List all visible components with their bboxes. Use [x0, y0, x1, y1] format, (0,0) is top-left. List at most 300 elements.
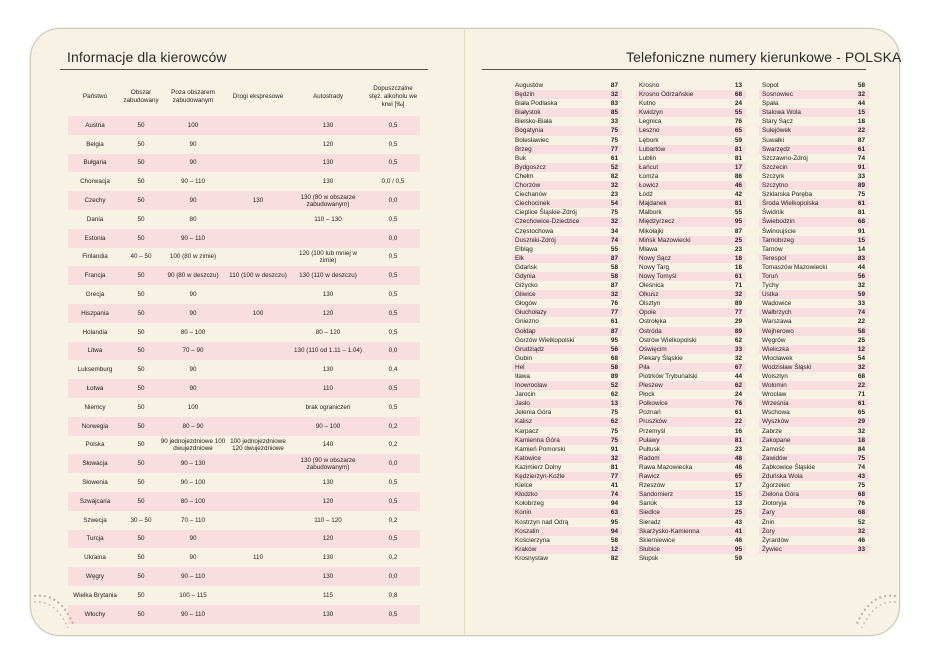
area-code: 32: [610, 218, 618, 226]
city-name: Gliwice: [515, 291, 536, 299]
table-row: [68, 360, 420, 379]
list-item: [636, 217, 746, 226]
city-name: Polkowice: [639, 400, 668, 408]
cell-outside: 100: [187, 403, 199, 411]
cell-alcohol: 0,5: [388, 535, 398, 543]
list-item: [636, 436, 746, 445]
list-item: [759, 372, 869, 381]
list-item: [759, 163, 869, 172]
table-row: [68, 417, 420, 436]
table-row: [68, 304, 420, 323]
area-code: 22: [734, 418, 742, 426]
area-code: 44: [857, 263, 865, 271]
area-code: 87: [610, 82, 618, 89]
area-codes-column-2: [636, 81, 746, 563]
area-code: 32: [857, 527, 865, 535]
area-code: 89: [610, 373, 618, 380]
list-item: [636, 181, 746, 190]
cell-alcohol: 0,0: [388, 460, 398, 468]
cell-motorway: 120: [322, 140, 334, 148]
area-code: 74: [610, 236, 618, 244]
cell-motorway: 130: [322, 573, 334, 581]
area-code: 13: [734, 500, 742, 508]
list-item: [636, 117, 746, 126]
area-code: 32: [857, 427, 865, 435]
table-row: [68, 530, 420, 549]
list-item: [512, 390, 622, 399]
list-item: [636, 99, 746, 108]
city-name: Bielsko-Biała: [515, 118, 552, 126]
list-item: [512, 445, 622, 454]
list-item: [759, 299, 869, 308]
city-name: Ostróda: [639, 327, 662, 335]
table-row: [68, 605, 420, 624]
city-name: Szczytno: [762, 182, 788, 190]
city-name: Bolesławiec: [515, 136, 549, 144]
area-code: 75: [610, 127, 618, 135]
city-name: Września: [762, 400, 789, 408]
city-name: Białystok: [515, 109, 541, 117]
table-row: [68, 191, 420, 210]
city-name: Zakopane: [762, 436, 791, 444]
area-code: 32: [857, 91, 865, 99]
left-title-rule: [60, 69, 428, 70]
list-item: [512, 363, 622, 372]
area-code: 87: [734, 227, 742, 235]
cell-country: Austria: [85, 121, 105, 129]
area-code: 33: [857, 172, 865, 180]
cell-built-up: 50: [137, 385, 145, 393]
area-code: 52: [857, 518, 865, 526]
area-code: 63: [610, 509, 618, 517]
list-item: [636, 472, 746, 481]
list-item: [512, 536, 622, 545]
list-item: [512, 399, 622, 408]
area-code: 59: [857, 291, 865, 299]
area-code: 59: [734, 136, 742, 144]
list-item: [512, 381, 622, 390]
city-name: Świdnik: [762, 209, 785, 217]
area-code: 33: [857, 300, 865, 308]
area-code: 91: [857, 163, 865, 171]
cell-country: Francja: [84, 272, 106, 280]
cell-motorway: 130: [322, 159, 334, 167]
city-name: Piotrków Trybunalski: [639, 373, 698, 380]
list-item: [636, 136, 746, 145]
list-item: [512, 172, 622, 181]
city-name: Tomaszów Mazowiecki: [762, 263, 827, 271]
area-code: 55: [734, 109, 742, 117]
city-name: Kielce: [515, 482, 533, 490]
table-row: [68, 586, 420, 605]
city-name: Zielona Góra: [762, 491, 799, 499]
city-name: Ząbkowice Śląskie: [762, 463, 815, 471]
cell-alcohol: 0,5: [388, 272, 398, 280]
cell-motorway: 130: [322, 291, 334, 299]
area-code: 61: [857, 400, 865, 408]
list-item: [512, 236, 622, 245]
table-row: [68, 229, 420, 248]
cell-built-up: 50: [137, 272, 145, 280]
city-name: Mikołajki: [639, 227, 664, 235]
table-body: [68, 116, 420, 624]
area-code: 14: [857, 245, 865, 253]
cell-built-up: 50: [137, 535, 145, 543]
cell-motorway: brak ograniczeń: [305, 403, 351, 411]
area-code: 13: [610, 400, 618, 408]
area-code: 32: [610, 91, 618, 99]
list-item: [512, 145, 622, 154]
list-item: [759, 154, 869, 163]
city-name: Będzin: [515, 91, 535, 99]
city-name: Wrocław: [762, 391, 787, 399]
city-name: Wadowice: [762, 300, 792, 308]
list-item: [636, 290, 746, 299]
list-item: [636, 527, 746, 536]
left-corner-stitching: [30, 582, 90, 632]
list-item: [759, 417, 869, 426]
cell-outside: 100 (80 w zimie): [169, 253, 217, 261]
table-row: [68, 567, 420, 586]
cell-expressway: 100: [252, 309, 264, 317]
area-code: 46: [857, 536, 865, 544]
cell-outside: 70 – 110: [180, 516, 206, 524]
list-item: [512, 454, 622, 463]
header-alcohol-limit: Dopuszczalne stęż. alkoholu we krwi [‰]: [368, 85, 418, 108]
list-item: [636, 427, 746, 436]
cell-motorway: 130: [322, 610, 334, 618]
cell-built-up: 50: [137, 403, 145, 411]
cell-built-up: 50: [137, 121, 145, 129]
list-item: [512, 245, 622, 254]
cell-built-up: 50: [137, 366, 145, 374]
left-page-title: Informacje dla kierowców: [67, 49, 227, 65]
city-name: Legnica: [639, 118, 662, 126]
list-item: [636, 408, 746, 417]
area-code: 75: [610, 427, 618, 435]
cell-country: Słowenia: [82, 479, 108, 487]
list-item: [636, 108, 746, 117]
list-item: [512, 299, 622, 308]
list-item: [759, 81, 869, 90]
cell-outside: 90: [189, 385, 197, 393]
list-item: [512, 154, 622, 163]
list-item: [512, 336, 622, 345]
city-name: Terespol: [762, 254, 787, 262]
cell-country: Słowacja: [82, 460, 108, 468]
area-code: 62: [734, 382, 742, 390]
area-code: 76: [734, 118, 742, 126]
area-code: 52: [610, 382, 618, 390]
cell-alcohol: 0,5: [388, 479, 398, 487]
area-code: 89: [857, 182, 865, 190]
list-item: [512, 327, 622, 336]
cell-motorway: 130: [322, 554, 334, 562]
list-item: [759, 199, 869, 208]
list-item: [636, 499, 746, 508]
city-name: Płock: [639, 391, 655, 399]
city-name: Opole: [639, 309, 657, 317]
area-code: 58: [610, 363, 618, 371]
table-row: [68, 473, 420, 492]
city-name: Świebodzin: [762, 218, 795, 226]
area-code: 75: [857, 191, 865, 199]
city-name: Jasło: [515, 400, 530, 408]
city-name: Stalowa Wola: [762, 109, 801, 117]
area-code: 48: [734, 454, 742, 462]
cell-built-up: 50: [137, 140, 145, 148]
list-item: [759, 117, 869, 126]
cell-outside: 90 – 110: [180, 573, 206, 581]
area-code: 74: [857, 154, 865, 162]
cell-motorway: 130 (90 w obszarze zabudowanym): [300, 456, 356, 471]
area-code: 75: [857, 454, 865, 462]
city-name: Kazimierz Dolny: [515, 463, 562, 471]
area-code: 18: [857, 436, 865, 444]
list-item: [759, 499, 869, 508]
list-item: [636, 90, 746, 99]
list-item: [636, 399, 746, 408]
area-code: 33: [734, 345, 742, 353]
list-item: [759, 390, 869, 399]
list-item: [636, 372, 746, 381]
city-name: Jelenia Góra: [515, 409, 552, 417]
table-row: [68, 548, 420, 567]
driver-info-table: [68, 78, 420, 624]
area-code: 61: [734, 272, 742, 280]
area-code: 58: [857, 327, 865, 335]
list-item: [759, 145, 869, 154]
area-code: 15: [857, 236, 865, 244]
city-name: Poznań: [639, 409, 661, 417]
city-name: Krosno: [639, 82, 660, 89]
list-item: [636, 454, 746, 463]
cell-outside: 90: [189, 535, 197, 543]
cell-country: Szwajcaria: [79, 497, 111, 505]
city-name: Gdańsk: [515, 263, 538, 271]
list-item: [512, 227, 622, 236]
area-code: 29: [857, 418, 865, 426]
city-name: Łańcut: [639, 163, 659, 171]
area-codes-column-3: [759, 81, 869, 554]
list-item: [512, 117, 622, 126]
list-item: [636, 263, 746, 272]
list-item: [512, 308, 622, 317]
city-name: Biała Podlaska: [515, 100, 558, 108]
list-item: [636, 172, 746, 181]
city-name: Piła: [639, 363, 650, 371]
city-name: Kłodzko: [515, 491, 538, 499]
cell-country: Luksemburg: [77, 366, 113, 374]
cell-built-up: 30 – 50: [130, 516, 152, 524]
cell-country: Litwa: [87, 347, 103, 355]
area-code: 81: [734, 145, 742, 153]
city-name: Włocławek: [762, 354, 793, 362]
list-item: [512, 190, 622, 199]
list-item: [512, 181, 622, 190]
city-name: Toruń: [762, 272, 778, 280]
list-item: [759, 454, 869, 463]
cell-country: Dania: [86, 215, 104, 223]
city-name: Żary: [762, 509, 775, 517]
table-row: [68, 398, 420, 417]
area-code: 61: [857, 200, 865, 208]
city-name: Głogów: [515, 300, 537, 308]
city-name: Mińsk Mazowiecki: [639, 236, 691, 244]
area-code: 43: [857, 473, 865, 481]
area-code: 22: [857, 127, 865, 135]
city-name: Węgrów: [762, 336, 786, 344]
area-code: 62: [610, 418, 618, 426]
list-item: [512, 527, 622, 536]
list-item: [759, 99, 869, 108]
list-item: [759, 445, 869, 454]
city-name: Jarocin: [515, 391, 536, 399]
list-item: [512, 199, 622, 208]
city-name: Sanok: [639, 500, 658, 508]
city-name: Lębork: [639, 136, 659, 144]
list-item: [759, 345, 869, 354]
cell-country: Wielka Brytania: [73, 591, 117, 599]
area-code: 77: [610, 473, 618, 481]
table-row: [68, 285, 420, 304]
list-item: [759, 472, 869, 481]
city-name: Kościerzyna: [515, 536, 550, 544]
city-name: Suwałki: [762, 136, 785, 144]
area-code: 82: [610, 172, 618, 180]
area-code: 23: [610, 191, 618, 199]
cell-motorway: 110 – 130: [314, 215, 342, 223]
area-code: 81: [857, 209, 865, 217]
area-code: 22: [857, 382, 865, 390]
table-row: [68, 172, 420, 191]
city-name: Ostrów Wielkopolski: [639, 336, 697, 344]
list-item: [512, 108, 622, 117]
cell-built-up: 50: [137, 291, 145, 299]
cell-alcohol: 0,5: [388, 328, 398, 336]
city-name: Wyszków: [762, 418, 789, 426]
cell-alcohol: 0,5: [388, 140, 398, 148]
cell-alcohol: 0,2: [388, 516, 398, 524]
list-item: [512, 499, 622, 508]
list-item: [512, 290, 622, 299]
cell-outside: 100: [187, 121, 199, 129]
city-name: Olsztyn: [639, 300, 661, 308]
table-row: [68, 342, 420, 361]
cell-built-up: 50: [137, 309, 145, 317]
city-name: Kraków: [515, 545, 537, 553]
table-row: [68, 492, 420, 511]
area-code: 13: [734, 82, 742, 89]
area-code: 61: [610, 318, 618, 326]
cell-motorway: 120 (100 lub mniej w zimie): [298, 249, 358, 264]
city-name: Szczecin: [762, 163, 788, 171]
cell-built-up: 40 – 50: [130, 253, 152, 261]
city-name: Grudziądz: [515, 345, 545, 353]
cell-expressway: 110: [252, 554, 264, 562]
city-name: Sosnowiec: [762, 91, 793, 99]
cell-motorway: 140: [322, 441, 334, 449]
list-item: [512, 81, 622, 90]
list-item: [759, 190, 869, 199]
cell-motorway: 130: [322, 121, 334, 129]
city-name: Świnoujście: [762, 227, 796, 235]
cell-built-up: 50: [137, 591, 145, 599]
area-code: 77: [734, 309, 742, 317]
cell-outside: 80 – 90: [182, 422, 204, 430]
city-name: Kamienna Góra: [515, 436, 560, 444]
city-name: Wieliczka: [762, 345, 789, 353]
cell-country: Estonia: [84, 234, 106, 242]
list-item: [512, 208, 622, 217]
city-name: Szklarska Poręba: [762, 191, 813, 199]
area-code: 41: [734, 527, 742, 535]
cell-outside: 90 – 110: [180, 610, 206, 618]
area-code: 44: [734, 373, 742, 380]
cell-alcohol: 0,5: [388, 215, 398, 223]
area-code: 32: [734, 291, 742, 299]
city-name: Warszawa: [762, 318, 792, 326]
right-corner-stitching: [840, 582, 900, 632]
area-code: 61: [610, 154, 618, 162]
city-name: Rawicz: [639, 473, 660, 481]
list-item: [759, 527, 869, 536]
cell-alcohol: 0,8: [388, 591, 398, 599]
cell-outside: 70 – 90: [182, 347, 204, 355]
cell-built-up: 50: [137, 347, 145, 355]
city-name: Środa Wielkopolska: [762, 200, 819, 208]
area-code: 29: [734, 318, 742, 326]
cell-alcohol: 0,0: [388, 234, 398, 242]
cell-expressway: 100 jednojezdniowe 120 dwujezdniowe: [230, 437, 286, 452]
city-name: Giżycko: [515, 282, 538, 290]
cell-country: Włochy: [84, 610, 106, 618]
table-row: [68, 135, 420, 154]
city-name: Mława: [639, 245, 658, 253]
city-name: Lubartów: [639, 145, 666, 153]
cell-motorway: 120: [322, 497, 334, 505]
city-name: Międzyrzecz: [639, 218, 675, 226]
list-item: [759, 181, 869, 190]
area-code: 46: [734, 463, 742, 471]
area-code: 95: [734, 545, 742, 553]
list-item: [512, 163, 622, 172]
city-name: Piekary Śląskie: [639, 354, 683, 362]
city-name: Czechowice-Dziedzice: [515, 218, 580, 226]
table-row: [68, 379, 420, 398]
cell-built-up: 50: [137, 573, 145, 581]
area-code: 32: [610, 454, 618, 462]
city-name: Słupsk: [639, 554, 659, 562]
cell-built-up: 50: [137, 234, 145, 242]
city-name: Oleśnica: [639, 282, 664, 290]
cell-outside: 90 – 110: [180, 234, 206, 242]
area-code: 94: [610, 500, 618, 508]
cell-alcohol: 0,2: [388, 554, 398, 562]
city-name: Kwidzyn: [639, 109, 663, 117]
cell-outside: 90 (80 w deszczu): [167, 272, 219, 280]
cell-alcohol: 0,5: [388, 291, 398, 299]
area-code: 91: [610, 445, 618, 453]
cell-outside: 90: [189, 197, 197, 205]
cell-alcohol: 0,5: [388, 121, 398, 129]
city-name: Rzeszów: [639, 482, 665, 490]
city-name: Olkusz: [639, 291, 659, 299]
city-name: Buk: [515, 154, 527, 162]
city-name: Zduńska Wola: [762, 473, 803, 481]
cell-motorway: 130 (110 w deszczu): [299, 272, 357, 280]
city-name: Wschowa: [762, 409, 790, 417]
